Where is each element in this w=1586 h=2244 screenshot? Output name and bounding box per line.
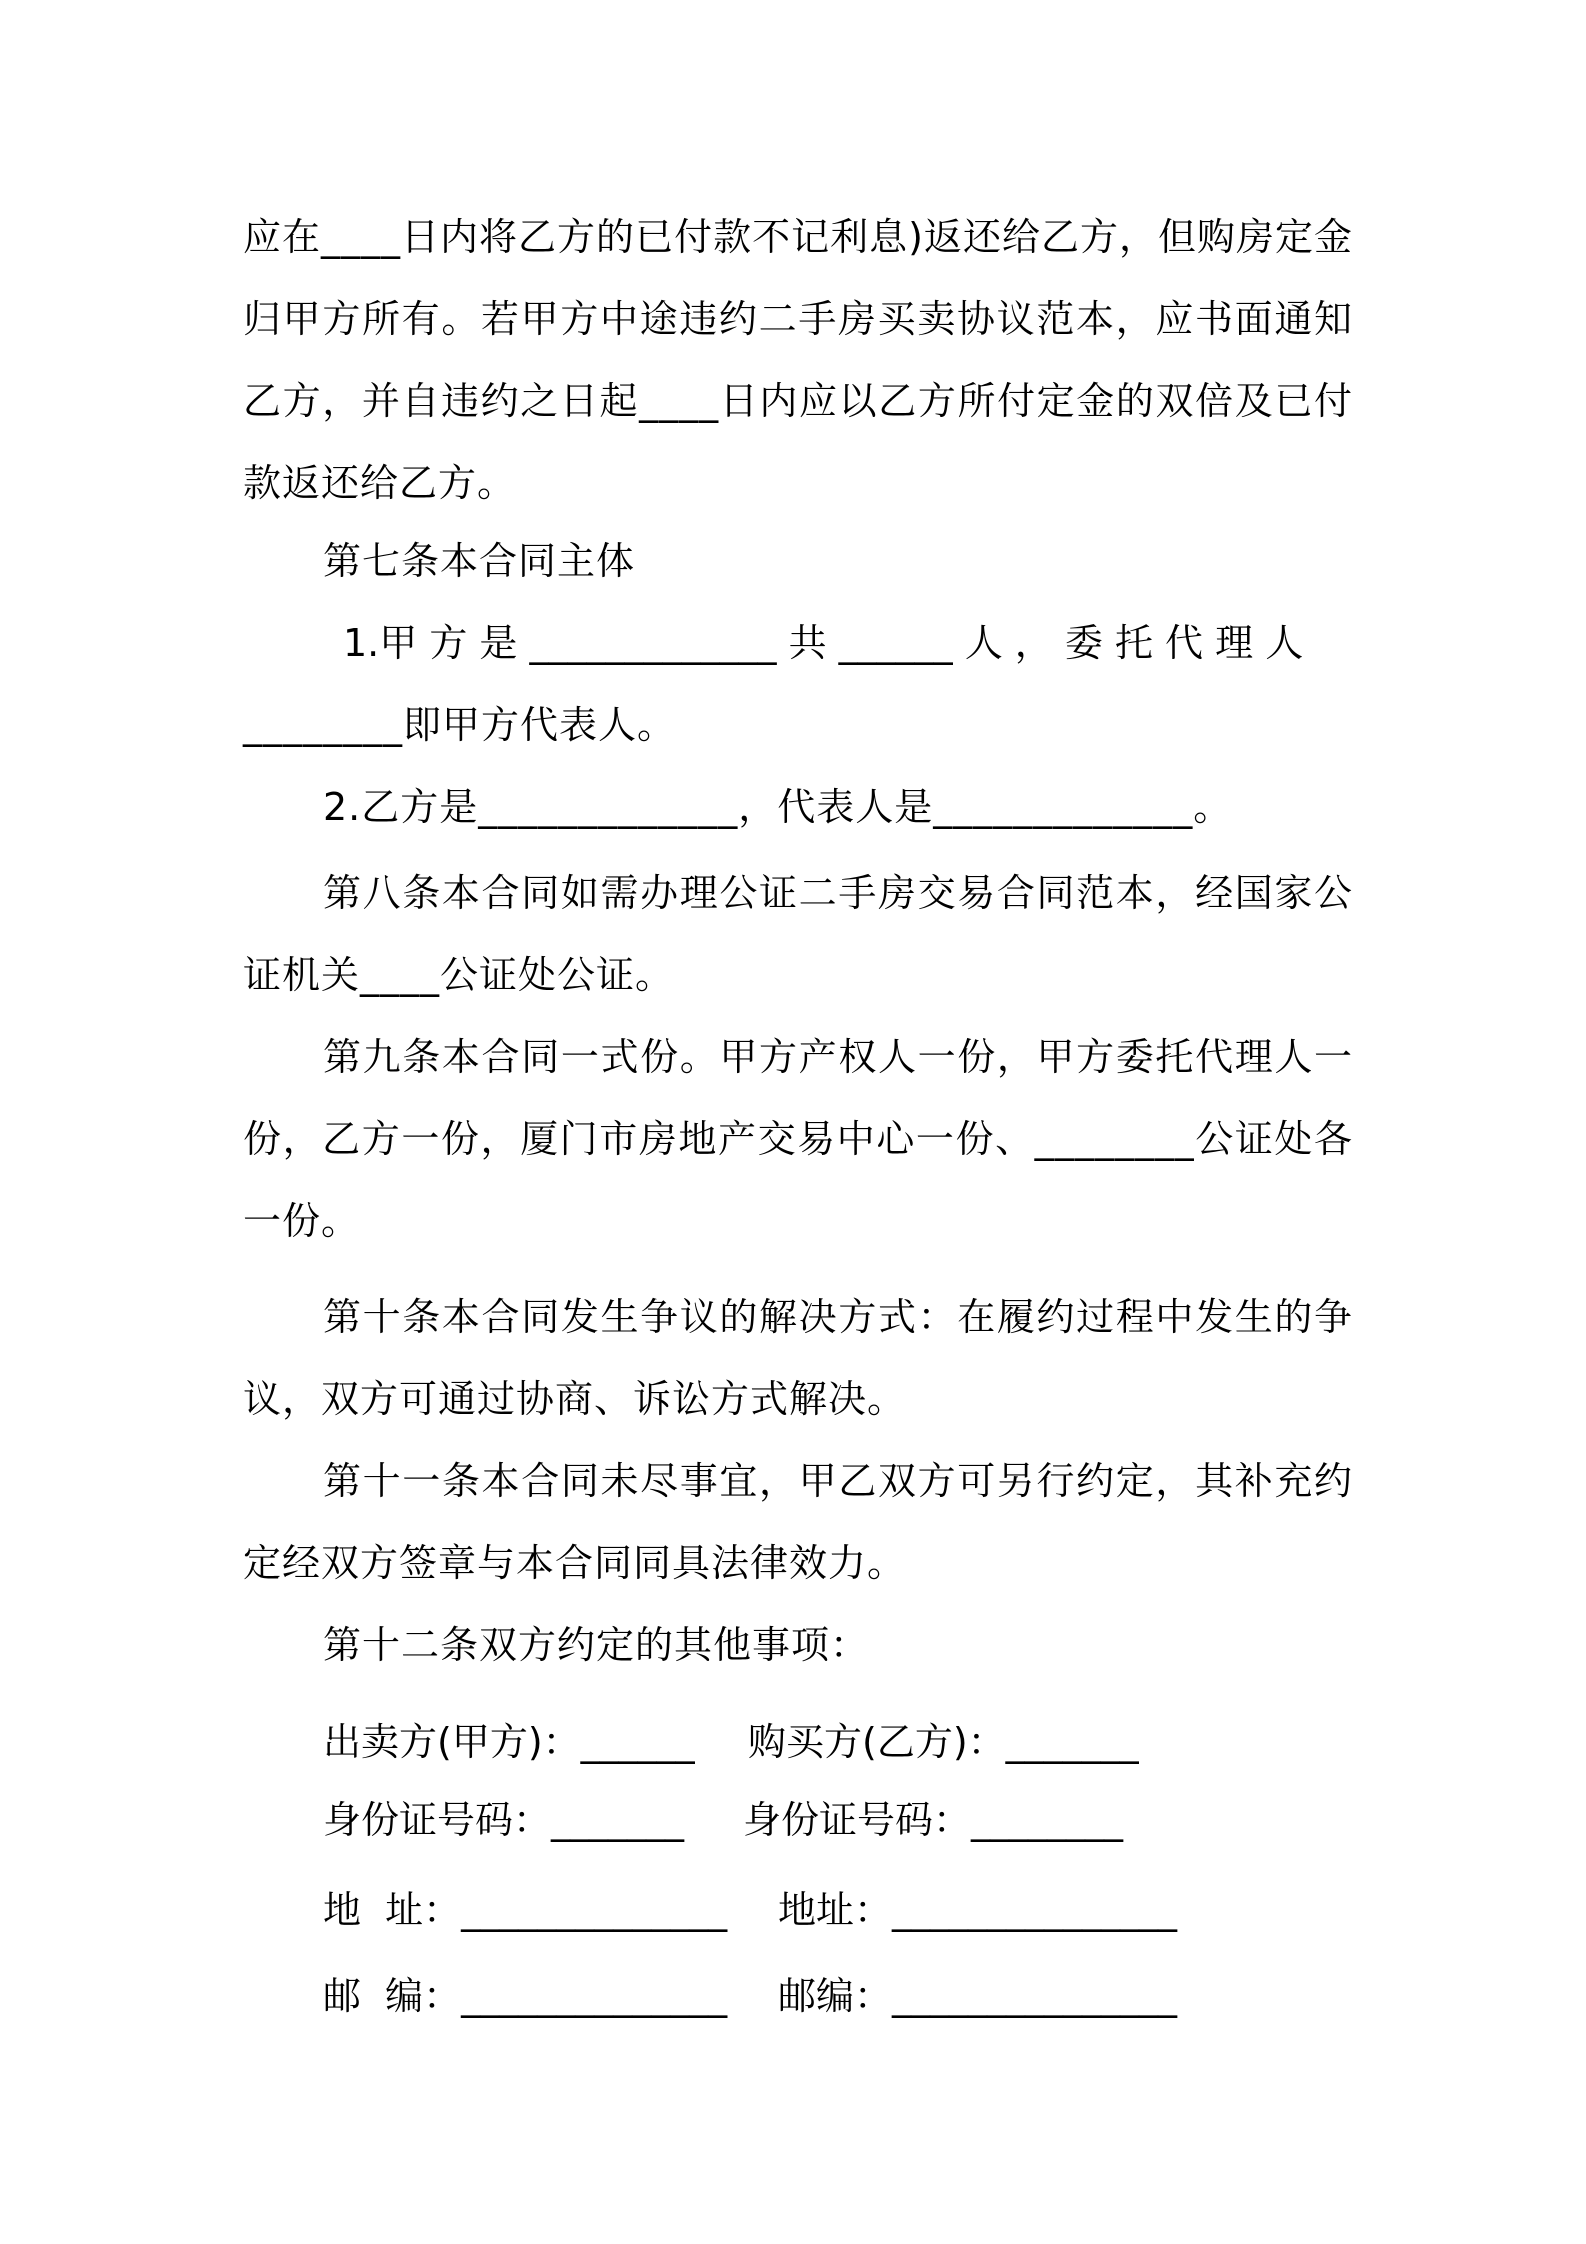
seller-address: 地 址：______________ bbox=[323, 1888, 728, 1932]
article-10-dispute: 第十条本合同发生争议的解决方式：在履约过程中发生的争议，双方可通过协商、诉讼方式解决。 bbox=[243, 1295, 1353, 1421]
buyer-id-number: 身份证号码：________ bbox=[743, 1798, 1124, 1842]
paragraph-refund-terms: 应在____日内将乙方的已付款不记利息)返还给乙方，但购房定金归甲方所有。若甲方中途违约二手房买卖协议范本，应书面通知乙方，并自违约之日起____日内应以乙方所付定金的双倍及已付款返还给乙方。 bbox=[243, 215, 1353, 505]
buyer-address: 地址：_______________ bbox=[778, 1888, 1178, 1932]
article-8-notarization: 第八条本合同如需办理公证二手房交易合同范本，经国家公证机关____公证处公证。 bbox=[243, 871, 1353, 997]
article-9-copies: 第九条本合同一式份。甲方产权人一份，甲方委托代理人一份，乙方一份，厦门市房地产交易中心一份、________公证处各一份。 bbox=[243, 1035, 1353, 1243]
seller-label: 出卖方(甲方)：______ bbox=[323, 1720, 695, 1764]
article-7-item-1-line-2: ________即甲方代表人。 bbox=[243, 703, 677, 747]
buyer-label: 购买方(乙方)：_______ bbox=[748, 1720, 1139, 1764]
signature-row-postcode bbox=[323, 1966, 1178, 2206]
seller-postcode: 邮 编：______________ bbox=[323, 1974, 728, 2018]
buyer-postcode: 邮编：_______________ bbox=[778, 1974, 1178, 2018]
article-11-supplement: 第十一条本合同未尽事宜，甲乙双方可另行约定，其补充约定经双方签章与本合同同具法律效力。 bbox=[243, 1459, 1353, 1585]
article-7-item-2: 2.乙方是_____________，代表人是_____________。 bbox=[323, 785, 1233, 829]
seller-id-number: 身份证号码：_______ bbox=[323, 1798, 685, 1842]
article-7-title: 第七条本合同主体 bbox=[323, 539, 636, 583]
article-12-other-matters: 第十二条双方约定的其他事项： bbox=[323, 1623, 870, 1667]
article-7-item-1-line-1: 1.甲 方 是 _____________ 共 ______ 人 ， 委 托 代 理 人 bbox=[343, 621, 1304, 665]
